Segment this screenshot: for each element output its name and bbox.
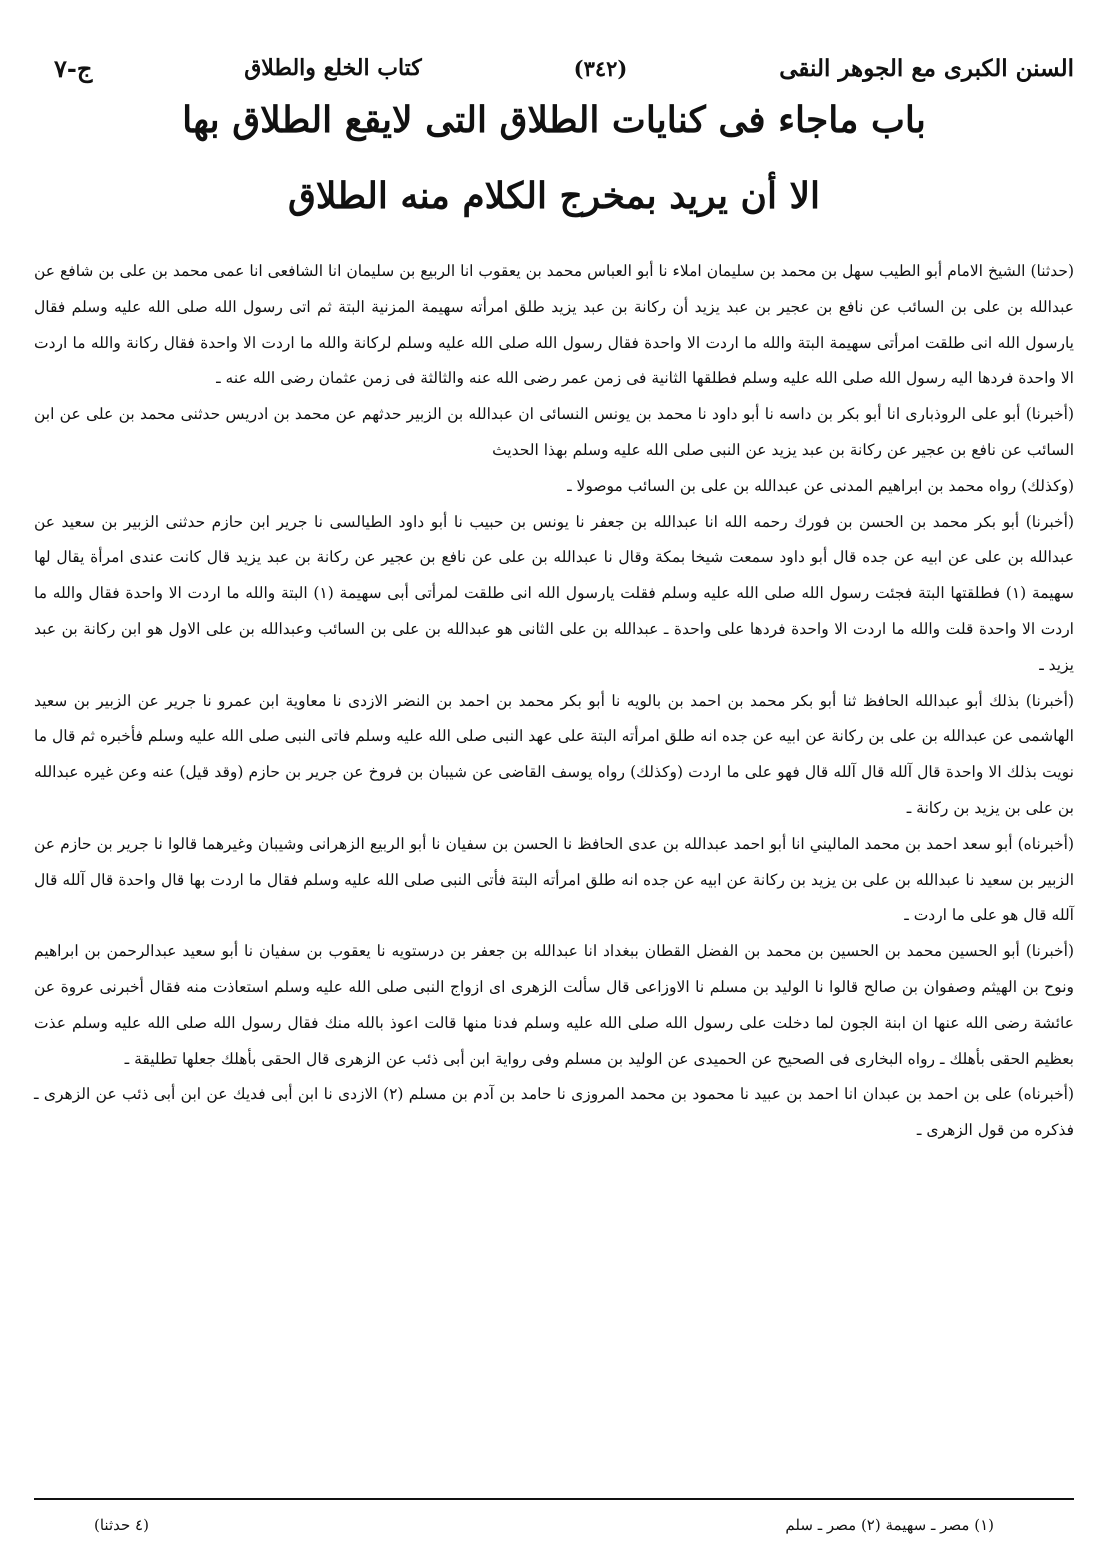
body-text (34, 254, 1074, 1149)
paragraph-3: (وكذلك) رواه محمد بن ابراهيم المدنى عن عبدالله بن على بن السائب موصولا ـ (567, 476, 1074, 495)
paragraph-1: (حدثنا) الشيخ الامام أبو الطيب سهل بن محمد بن سليمان املاء نا أبو العباس محمد بن يعقوب انا الربيع بن سليمان انا الشافعى انا عمى محمد بن على بن شافع عن عبدالله بن على بن السائب عن نافع بن عجير بن عبد يزيد أن ركانة بن عبد يزيد طلق امرأته سهيمة المزنية البتة ثم اتى رسول الله صلى الله عليه وسلم فقال يارسول الله انى طلقت امرأتى سهيمة البتة والله ما اردت الا واحدة فقال رسول الله صلى الله عليه وسلم لركانة والله ما اردت الا واحدة فقال ركانة والله ما اردت الا واحدة فردها اليه رسول الله صلى الله عليه وسلم فطلقها الثانية فى زمن عمر رضى الله عنه والثالثة فى زمن عثمان رضى الله عنه ـ (34, 262, 1074, 388)
running-head (34, 48, 1074, 88)
paragraph-2: (أخبرنا) أبو على الروذبارى انا أبو بكر بن داسه نا أبو داود نا محمد بن يونس النسائى ان عبدالله بن الزبير حدثهم عن محمد بن ادريس حدثنى محمد بن على عن ابن السائب عن نافع بن عجير عن ركانة بن عبد يزيد عن النبى صلى الله عليه وسلم بهذا الحديث (34, 405, 1074, 459)
paragraph-7: (أخبرنا) أبو الحسين محمد بن الحسين بن محمد بن الفضل القطان ببغداد انا عبدالله بن جعفر بن درستويه نا يعقوب بن سفيان نا أبو سعيد عبدالرحمن بن ابراهيم ونوح بن الهيثم وصفوان بن صالح قالوا نا الوليد بن مسلم نا الاوزاعى قال سألت الزهرى اى ازواج النبى صلى الله عليه وسلم استعاذت منه فقال أخبرنى عروة عن عائشة رضى الله عنها ان ابنة الجون لما دخلت على رسول الله صلى الله عليه وسلم فدنا منها قالت اعوذ بالله منك فقال رسول الله صلى الله عليه وسلم عذت بعظيم الحقى بأهلك ـ رواه البخارى فى الصحيح عن الحميدى عن الوليد بن مسلم وفى رواية ابن أبى ذئب عن الزهرى قال الحقى بأهلك جعلها تطليقة ـ (34, 942, 1074, 1068)
footnote-catchword: (٤ حدثنا) (94, 1516, 149, 1534)
chapter-title-line-1: باب ماجاء فى كنايات الطلاق التى لايقع الطلاق بها (182, 99, 926, 141)
paragraph-8: (أخبرناه) على بن احمد بن عبدان انا احمد بن عبيد نا محمود بن محمد المروزى نا حامد بن آدم بن مسلم (٢) الازدى نا ابن أبى فديك عن ابن أبى ذئب عن الزهرى ـ فذكره من قول الزهرى ـ (34, 1085, 1075, 1140)
footnotes (34, 1516, 1074, 1540)
paragraph-6: (أخبرناه) أبو سعد احمد بن محمد الماليني انا أبو احمد عبدالله بن عدى الحافظ نا الحسن بن سفيان نا أبو الربيع الزهرانى وشيبان وغيرهما قالوا نا جرير بن حازم عن الزبير بن سعيد نا عبدالله بن على بن يزيد بن ركانة عن ابيه عن جده انه طلق امرأته البتة فأتى النبى صلى الله عليه وسلم فقال ما اردت بها قال واحدة قال آلله قال آلله قال هو على ما اردت ـ (34, 834, 1074, 925)
header-book-title: السنن الكبرى مع الجوهر النقى (779, 54, 1074, 82)
paragraph-5: (أخبرنا) بذلك أبو عبدالله الحافظ ثنا أبو بكر محمد بن احمد بن بالويه نا أبو بكر محمد بن احمد بن النضر الازدى نا معاوية ابن عمرو نا جرير عن الزبير بن سعيد الهاشمى عن عبدالله بن على بن ركانة عن ابيه عن جده انه طلق امرأته البتة على عهد النبى صلى الله عليه وسلم فاتى النبى صلى الله عليه وسلم فأخبره ثم قال ما نويت بذلك الا واحدة قال آلله قال آلله قال فهو على ما اردت (وكذلك) رواه يوسف القاضى عن شيبان بن فروخ عن جرير بن حازم (وقد قيل) عنه وعن غيره عبدالله بن على بن يزيد بن ركانة ـ (34, 691, 1074, 817)
header-page-number: (٣٤٢) (573, 55, 628, 81)
header-chapter: كتاب الخلع والطلاق (244, 55, 422, 81)
chapter-title-line-2: الا أن يريد بمخرج الكلام منه الطلاق (287, 175, 821, 217)
page (34, 38, 1075, 1534)
footnote-variants: (١) مصر ـ سهيمة (٢) مصر ـ سلم (785, 1516, 994, 1534)
footnote-divider (34, 1498, 1074, 1500)
header-volume: ج-٧ (54, 53, 93, 83)
paragraph-4: (أخبرنا) أبو بكر محمد بن الحسن بن فورك رحمه الله انا عبدالله بن جعفر نا يونس بن حبيب نا أبو داود الطيالسى نا جرير ابن حازم حدثنى الزبير بن سعيد عن عبدالله بن على عن ابيه عن جده قال أبو داود سمعت شيخا بمكة وقال نا عبدالله بن على عن نافع بن عجير عن ركانة بن عبد يزيد قال كانت عندى امرأة يقال لها سهيمة (١) فطلقتها البتة فجئت رسول الله صلى الله عليه وسلم فقلت يارسول الله انى طلقت لمرأتى أبى سهيمة (١) البتة والله ما اردت الا واحدة فقال والله ما اردت الا واحدة قلت والله ما اردت الا واحدة فردها على واحدة ـ عبدالله بن على الثانى هو عبدالله بن على بن السائب وعبدالله بن على الاول هو ابن ركانة بن عبد يزيد ـ (34, 512, 1074, 674)
